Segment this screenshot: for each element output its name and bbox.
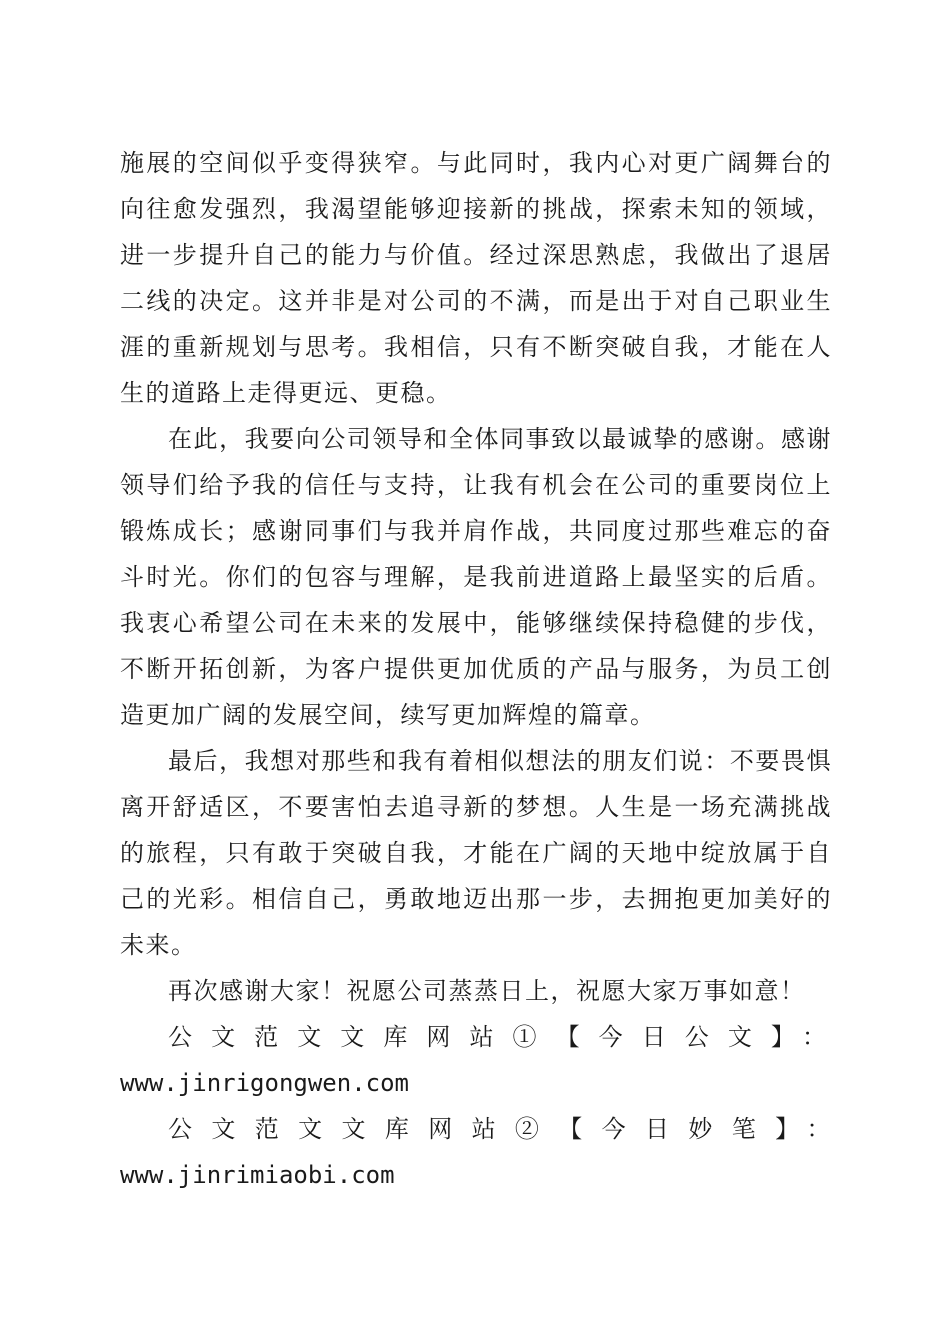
paragraph-continuation: 施展的空间似乎变得狭窄。与此同时，我内心对更广阔舞台的向往愈发强烈，我渴望能够迎接新的挑战，探索未知的领域，进一步提升自己的能力与价值。经过深思熟虑，我做出了退居二线的决定。这并非是对公司的不满，而是出于对自己职业生涯的重新规划与思考。我相信，只有不断突破自我，才能在人生的道路上走得更远、更稳。 [120,149,832,407]
paragraph-advice: 最后，我想对那些和我有着相似想法的朋友们说：不要畏惧离开舒适区，不要害怕去追寻新的梦想。人生是一场充满挑战的旅程，只有敢于突破自我，才能在广阔的天地中绽放属于自己的光彩。相信自己，勇敢地迈出那一步，去拥抱更加美好的未来。 [120,747,832,959]
paragraph-thanks: 在此，我要向公司领导和全体同事致以最诚挚的感谢。感谢领导们给予我的信任与支持，让我有机会在公司的重要岗位上锻炼成长；感谢同事们与我并肩作战，共同度过那些难忘的奋斗时光。你们的包容与理解，是我前进道路上最坚实的后盾。我衷心希望公司在未来的发展中，能够继续保持稳健的步伐，不断开拓创新，为客户提供更加优质的产品与服务，为员工创造更加广阔的发展空间，续写更加辉煌的篇章。 [120,425,832,729]
website-link-2-label: 公文范文文库网站②【今日妙笔】： [168,1115,832,1143]
website-link-2 [120,1106,832,1198]
document-page [120,140,832,1198]
website-link-1-url[interactable]: www.jinrigongwen.com [120,1069,409,1097]
website-link-1 [120,1014,832,1106]
website-link-2-url[interactable]: www.jinrimiaobi.com [120,1161,395,1189]
paragraph-closing: 再次感谢大家！祝愿公司蒸蒸日上，祝愿大家万事如意！ [168,977,806,1005]
website-link-1-label: 公文范文文库网站①【今日公文】： [168,1023,832,1051]
